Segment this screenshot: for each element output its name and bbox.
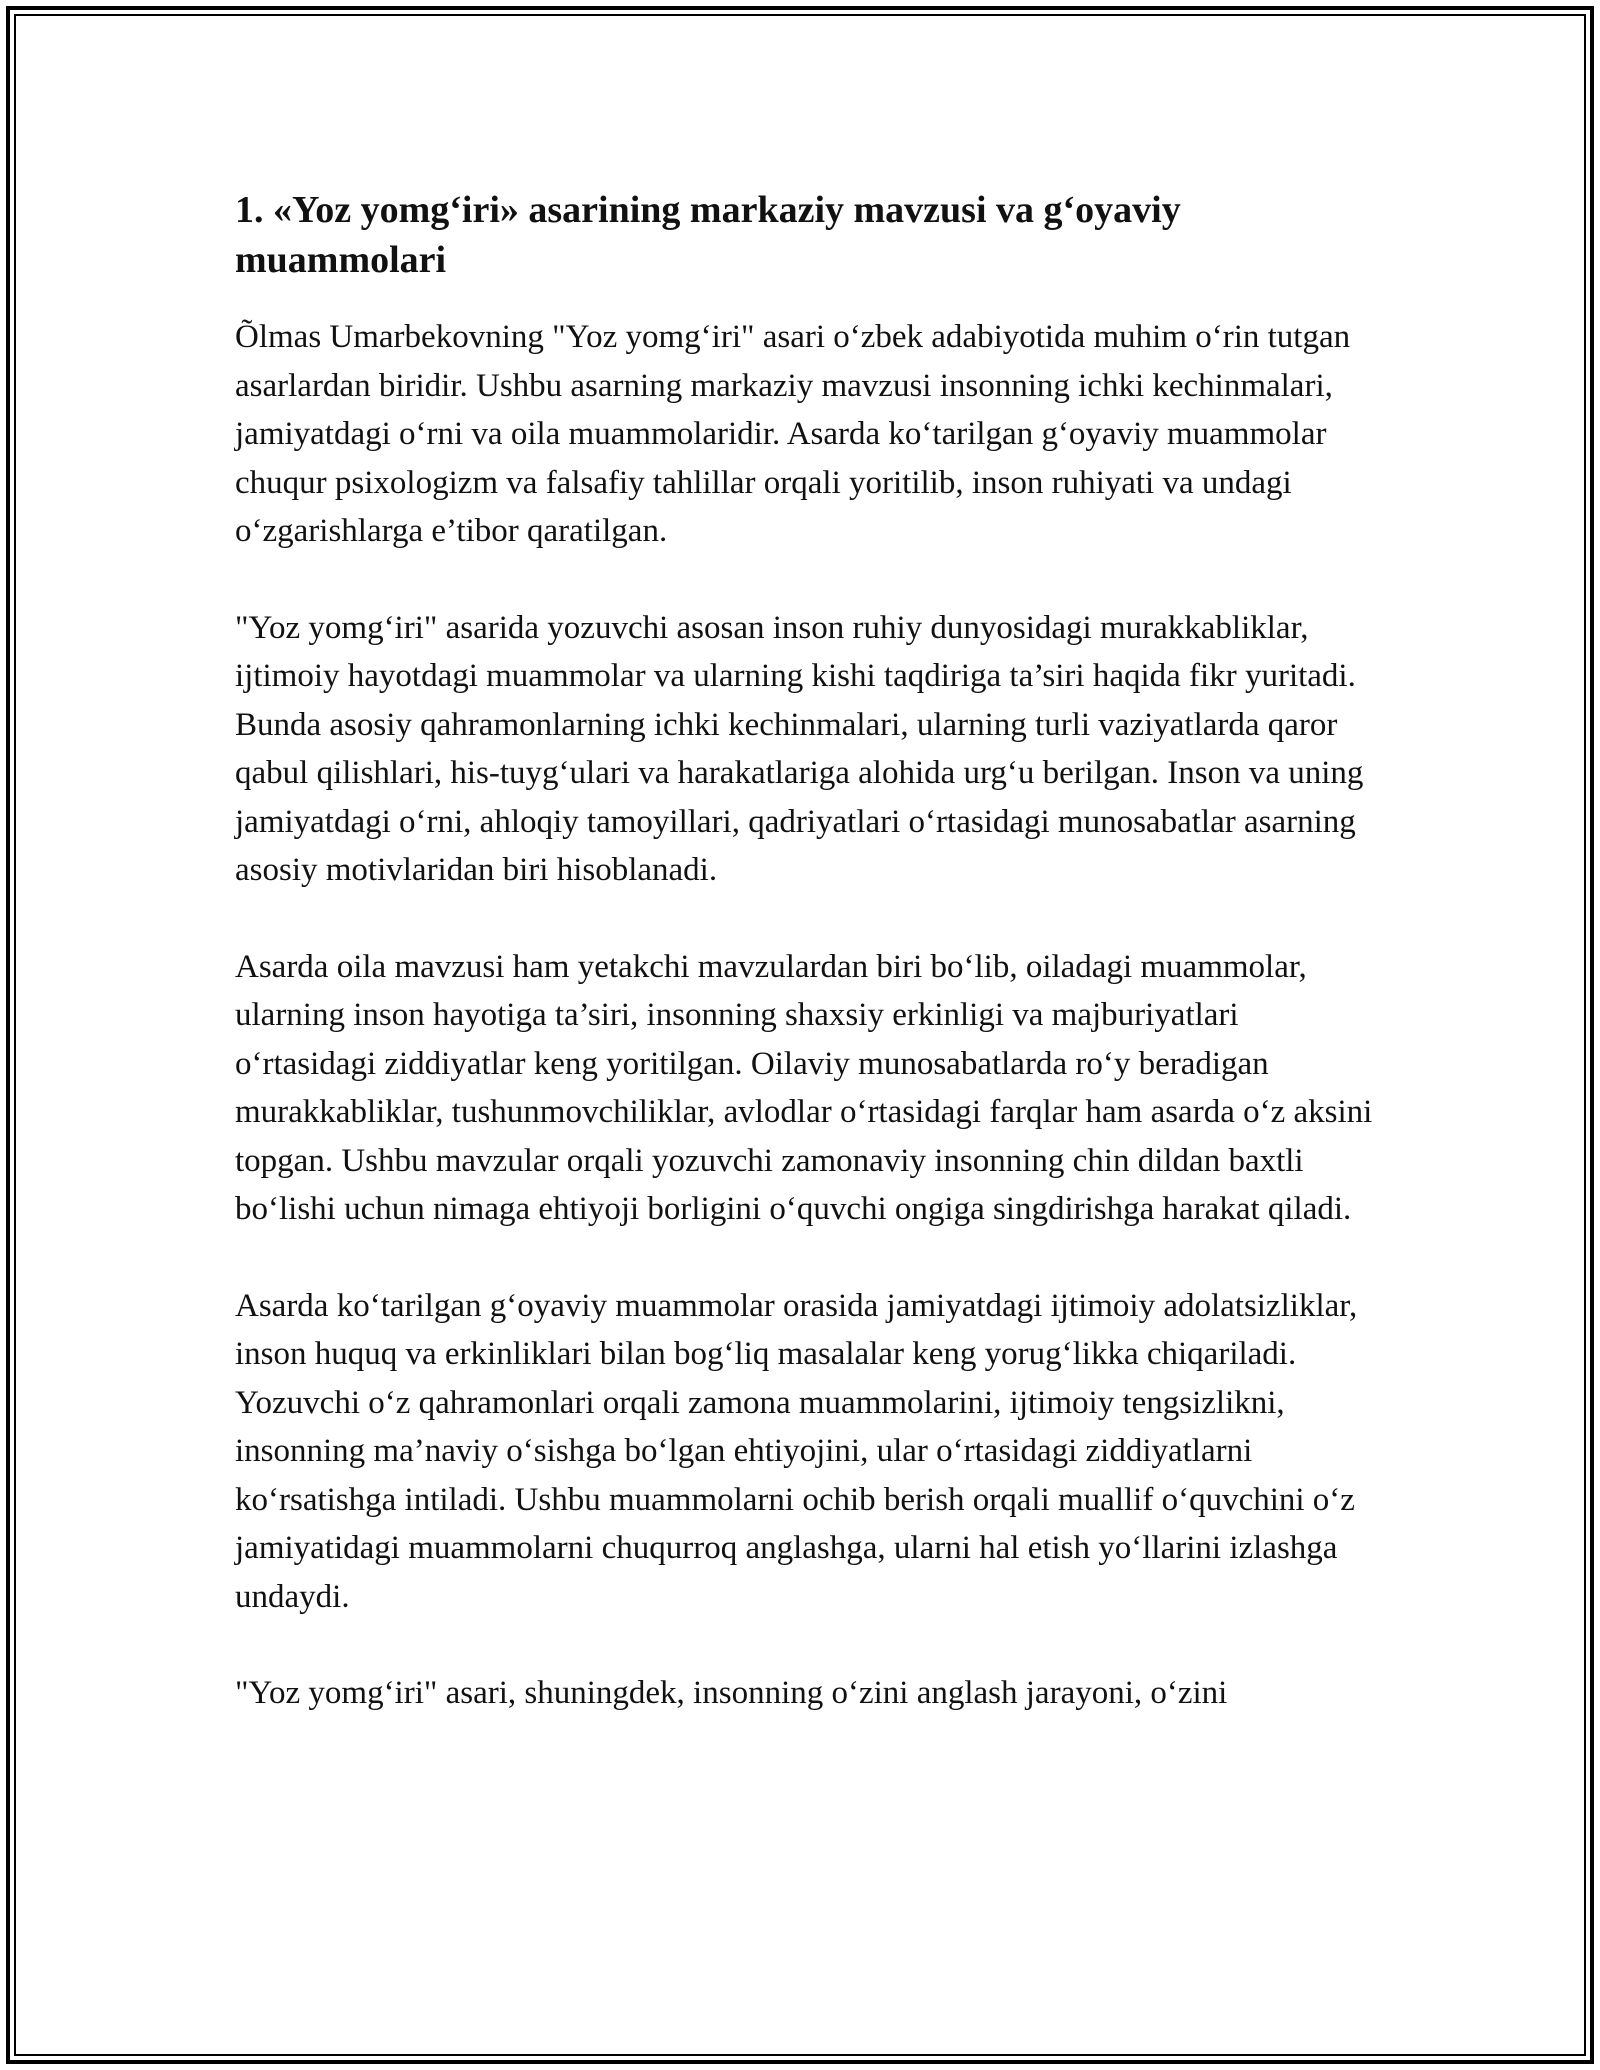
paragraph-5: "Yoz yomg‘iri" asari, shuningdek, insonning o‘zini anglash jarayoni, o‘zini	[235, 1675, 1228, 1711]
document-body	[235, 185, 1375, 1766]
paragraph-3: Asarda oila mavzusi ham yetakchi mavzulardan biri bo‘lib, oiladagi muammolar, ularning inson hayotiga ta’siri, insonning shaxsiy erkinligi va majburiyatlari o‘rtasidagi ziddiyatlar keng yoritilgan. Oilaviy munosabatlarda ro‘y beradigan murakkabliklar, tushunmovchiliklar, avlodlar o‘rtasidagi farqlar ham asarda o‘z aksini topgan. Ushbu mavzular orqali yozuvchi zamonaviy insonning chin dildan baxtli bo‘lishi uchun nimaga ehtiyoji borligini o‘quvchi ongiga singdirishga harakat qiladi.	[235, 948, 1373, 1227]
section-heading: 1. «Yoz yomg‘iri» asarining markaziy mavzusi va g‘oyaviy muammolari	[235, 189, 1181, 281]
paragraph-2: "Yoz yomg‘iri" asarida yozuvchi asosan inson ruhiy dunyosidagi murakkabliklar, ijtimoiy hayotdagi muammolar va ularning kishi taqdiriga ta’siri haqida fikr yuritadi. Bunda asosiy qahramonlarning ichki kechinmalari, ularning turli vaziyatlarda qaror qabul qilishlari, his-tuyg‘ulari va harakatlariga alohida urg‘u berilgan. Inson va uning jamiyatdagi o‘rni, ahloqiy tamoyillari, qadriyatlari o‘rtasidagi munosabatlar asarning asosiy motivlaridan biri hisoblanadi.	[235, 609, 1364, 888]
paragraph-4: Asarda ko‘tarilgan g‘oyaviy muammolar orasida jamiyatdagi ijtimoiy adolatsizliklar, inson huquq va erkinliklari bilan bog‘liq masalalar keng yorug‘likka chiqariladi. Yozuvchi o‘z qahramonlari orqali zamona muammolarini, ijtimoiy tengsizlikni, insonning ma’naviy o‘sishga bo‘lgan ehtiyojini, ular o‘rtasidagi ziddiyatlarni ko‘rsatishga intiladi. Ushbu muammolarni ochib berish orqali muallif o‘quvchini o‘z jamiyatidagi muammolarni chuqurroq anglashga, ularni hal etish yo‘llarini izlashga undaydi.	[235, 1287, 1358, 1615]
paragraph-1: Õlmas Umarbekovning "Yoz yomg‘iri" asari o‘zbek adabiyotida muhim o‘rin tutgan asarlardan biridir. Ushbu asarning markaziy mavzusi insonning ichki kechinmalari, jamiyatdagi o‘rni va oila muammolaridir. Asarda ko‘tarilgan g‘oyaviy muammolar chuqur psixologizm va falsafiy tahlillar orqali yoritilib, inson ruhiyati va undagi o‘zgarishlarga e’tibor qaratilgan.	[235, 319, 1351, 549]
